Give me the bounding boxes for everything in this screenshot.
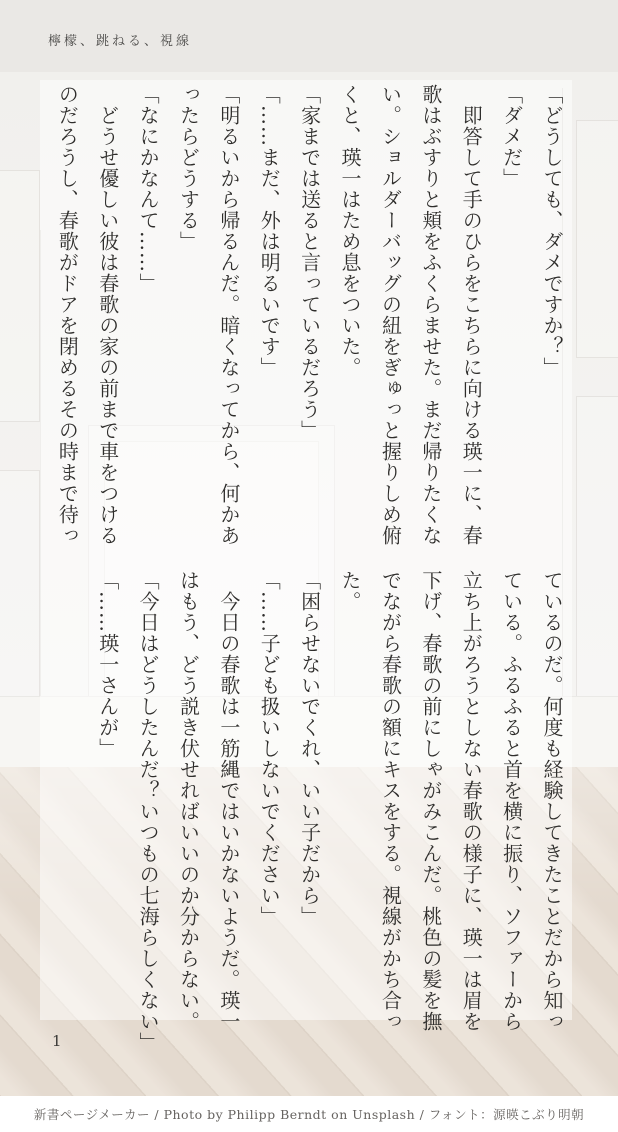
text-column: 「……子ども扱いしないでください」 [257, 570, 282, 927]
footer-bar [0, 1096, 618, 1132]
footer-credit: 新書ページメーカー / Photo by Philipp Berndt on Unsplash / フォント：源暎こぶり明朝 [33, 1107, 585, 1122]
text-column: 「ダメだ」 [499, 84, 524, 189]
text-column: ている。ふるふると首を横に振り、ソファーから [499, 570, 524, 1032]
right-door-panel-decoration [576, 396, 618, 698]
right-door-panel-decoration [576, 120, 618, 358]
text-column: 「……瑛一さんが」 [95, 570, 120, 759]
text-column: 歌はぶすりと頬をふくらませた。まだ帰りたくな [418, 84, 443, 546]
text-column: 立ち上がろうとしない春歌の様子に、瑛一は眉を [459, 570, 484, 1032]
text-band-top [47, 84, 572, 572]
text-column: くと、瑛一はため息をついた。 [338, 84, 363, 378]
text-column: 「明るいから帰るんだ。暗くなってから、何かあ [216, 84, 241, 546]
text-column: 「……まだ、外は明るいです」 [257, 84, 282, 378]
text-column: 今日の春歌は一筋縄ではいかないようだ。瑛一 [216, 570, 241, 1032]
page-number: 1 [52, 1032, 62, 1050]
text-column: でながら春歌の額にキスをする。視線がかち合っ [378, 570, 403, 1032]
text-column: はもう、どう説き伏せればいいのか分からない。 [176, 570, 201, 1032]
text-column: 下げ、春歌の前にしゃがみこんだ。桃色の髪を撫 [418, 570, 443, 1032]
text-column: 「家までは送ると言っているだろう」 [297, 84, 322, 441]
left-door-panel-decoration [0, 170, 40, 422]
text-column: 「なにかなんて……」 [136, 84, 161, 294]
text-column: 「今日はどうしたんだ？いつもの七海らしくない」 [136, 570, 161, 1053]
text-column: い。ショルダーバッグの紐をぎゅっと握りしめ俯 [378, 84, 403, 546]
text-column: どうせ優しい彼は春歌の家の前まで車をつける [95, 84, 120, 546]
text-column: た。 [338, 570, 363, 612]
text-column: ったらどうする」 [176, 84, 201, 252]
text-band-bottom [87, 570, 572, 1058]
text-column: 「困らせないでくれ、いい子だから」 [297, 570, 322, 927]
text-column: ているのだ。何度も経験してきたことだから知っ [540, 570, 564, 1032]
text-column: のだろうし、春歌がドアを閉めるその時まで待っ [55, 84, 80, 546]
text-column: 即答して手のひらをこちらに向ける瑛一に、春 [459, 84, 484, 546]
text-column: 「どうしても、ダメですか？」 [540, 84, 564, 378]
story-title: 檸檬、跳ねる、視線 [48, 34, 193, 49]
left-door-panel-decoration [0, 470, 40, 698]
